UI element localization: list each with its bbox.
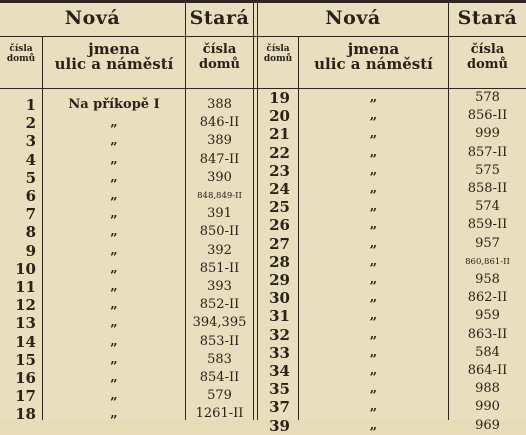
house-number: 17 <box>15 387 36 406</box>
old-house-number: 857-II <box>467 144 508 160</box>
street-name: „ <box>110 206 118 222</box>
header-line: čísla <box>202 42 237 57</box>
header-nova-left: Nová <box>64 7 121 29</box>
house-number: 34 <box>269 362 290 380</box>
street-name: „ <box>110 169 118 185</box>
old-house-number: 575 <box>475 162 500 178</box>
street-name: „ <box>110 388 118 404</box>
street-name: „ <box>369 181 378 196</box>
house-number: 29 <box>269 271 290 289</box>
header-line: domů <box>199 57 240 72</box>
header-stara-left: Stará <box>189 7 250 29</box>
header-line: domů <box>263 54 293 64</box>
street-name: „ <box>369 290 378 306</box>
header-stara-right: Stará <box>457 7 518 29</box>
header-jmena-right <box>299 42 448 72</box>
house-number: 28 <box>269 252 290 271</box>
header-line: čísla <box>9 44 33 54</box>
street-name: „ <box>110 151 118 167</box>
street-name: Na příkopě I <box>68 97 160 112</box>
house-number: 31 <box>269 307 290 326</box>
house-number: 32 <box>269 325 290 344</box>
old-house-number: 394,395 <box>192 315 247 331</box>
street-name: „ <box>369 326 378 342</box>
street-name: „ <box>369 162 378 178</box>
house-number: 30 <box>269 289 290 308</box>
old-house-number: 390 <box>207 169 232 185</box>
old-house-number: 862-II <box>467 290 508 306</box>
street-name: „ <box>369 144 378 160</box>
street-name: „ <box>110 260 118 276</box>
house-number: 12 <box>15 296 36 315</box>
old-house-number: 578 <box>475 90 500 105</box>
house-number: 15 <box>15 350 36 369</box>
house-number: 26 <box>269 216 290 235</box>
street-name: „ <box>110 333 118 349</box>
old-house-number: 863-II <box>467 326 508 342</box>
old-house-number: 393 <box>207 279 232 294</box>
old-house-number: 852-II <box>199 297 240 313</box>
old-house-number: 579 <box>207 388 232 404</box>
old-house-number: 1261-II <box>195 406 244 422</box>
street-name: „ <box>369 126 378 142</box>
house-number: 5 <box>25 168 36 187</box>
street-name: „ <box>369 417 378 433</box>
old-house-number: 846-II <box>199 115 240 131</box>
old-house-number: 574 <box>475 199 500 215</box>
header-jmena-left <box>43 42 185 72</box>
old-house-number: 847-II <box>199 151 240 167</box>
old-house-number: 392 <box>207 242 232 258</box>
house-number: 16 <box>15 369 36 387</box>
street-name: „ <box>369 199 378 215</box>
house-number: 13 <box>15 314 36 333</box>
house-number: 37 <box>269 398 290 417</box>
street-name: „ <box>110 315 118 331</box>
header-line: domů <box>6 54 36 64</box>
house-number: 19 <box>269 89 290 107</box>
header-line: ulic a náměstí <box>314 55 433 73</box>
house-number: 10 <box>15 259 36 278</box>
old-house-number: 850-II <box>199 224 240 240</box>
street-name: „ <box>369 381 378 397</box>
header-line: domů <box>467 57 508 72</box>
header-line: jmena <box>347 40 400 58</box>
old-house-number: 388 <box>207 97 232 112</box>
header-line: jmena <box>88 40 140 58</box>
old-house-number: 859-II <box>467 217 508 233</box>
old-house-number: 854-II <box>199 370 240 385</box>
house-number: 23 <box>269 161 290 180</box>
old-house-number: 969 <box>475 417 500 433</box>
house-number: 24 <box>269 180 290 198</box>
header-nova-right: Nová <box>325 7 381 29</box>
house-number: 7 <box>25 205 36 224</box>
street-name: „ <box>110 115 118 131</box>
header-cisla-domu-left <box>186 42 253 72</box>
old-house-number: 583 <box>207 351 232 367</box>
old-house-number: 988 <box>475 381 500 397</box>
street-name: „ <box>110 224 118 240</box>
old-house-number: 391 <box>207 206 232 222</box>
street-name: „ <box>110 297 118 313</box>
house-number: 4 <box>25 150 36 169</box>
old-house-number: 584 <box>475 344 500 360</box>
house-number: 39 <box>269 416 290 435</box>
street-name: „ <box>369 253 378 269</box>
house-number: 18 <box>15 405 36 424</box>
street-name: „ <box>369 235 378 251</box>
house-number: 35 <box>269 380 290 399</box>
house-number: 9 <box>25 241 36 260</box>
old-house-number: 848,849-II <box>197 191 242 201</box>
street-name: „ <box>369 344 378 360</box>
old-house-number: 957 <box>475 235 500 251</box>
street-name: „ <box>110 370 118 385</box>
street-name: „ <box>110 188 118 203</box>
old-house-number: 858-II <box>467 181 508 196</box>
house-number: 1 <box>25 96 36 114</box>
header-line: ulic a náměstí <box>54 55 174 73</box>
street-name: „ <box>369 363 378 378</box>
old-house-number: 851-II <box>199 260 240 276</box>
street-name: „ <box>369 272 378 287</box>
street-name: „ <box>110 279 118 294</box>
house-number: 2 <box>25 114 36 133</box>
header-line: čísla <box>266 44 290 54</box>
old-house-number: 864-II <box>467 363 508 378</box>
house-number: 22 <box>269 143 290 162</box>
street-name: „ <box>369 308 378 324</box>
street-name: „ <box>110 351 118 367</box>
header-line: čísla <box>470 42 505 57</box>
header-cislo-domu-right <box>258 44 298 64</box>
old-house-number: 389 <box>207 133 232 149</box>
old-house-number: 999 <box>475 126 500 142</box>
house-number: 20 <box>269 107 290 126</box>
old-house-number: 990 <box>475 399 500 415</box>
house-number: 6 <box>25 187 36 205</box>
center-double-rule <box>253 3 254 420</box>
old-house-number: 958 <box>475 272 500 287</box>
header-cisla-domu-right <box>449 42 526 72</box>
street-name: „ <box>369 217 378 233</box>
house-number: 8 <box>25 223 36 242</box>
old-house-number: 853-II <box>199 333 240 349</box>
house-number: 33 <box>269 343 290 362</box>
house-number: 25 <box>269 198 290 217</box>
old-house-number: 856-II <box>467 108 508 124</box>
street-name: „ <box>110 406 118 422</box>
old-house-number: 959 <box>475 308 500 324</box>
street-name: „ <box>369 90 378 105</box>
street-name: „ <box>369 399 378 415</box>
street-name: „ <box>110 133 118 149</box>
old-house-number: 860,861-II <box>465 256 510 267</box>
street-name: „ <box>110 242 118 258</box>
header-cislo-domu-left <box>0 44 42 64</box>
house-number: 14 <box>15 332 36 351</box>
house-number: 27 <box>269 234 290 253</box>
street-name: „ <box>369 108 378 124</box>
house-number: 21 <box>269 125 290 144</box>
house-number: 3 <box>25 132 36 151</box>
house-number: 11 <box>15 278 36 296</box>
